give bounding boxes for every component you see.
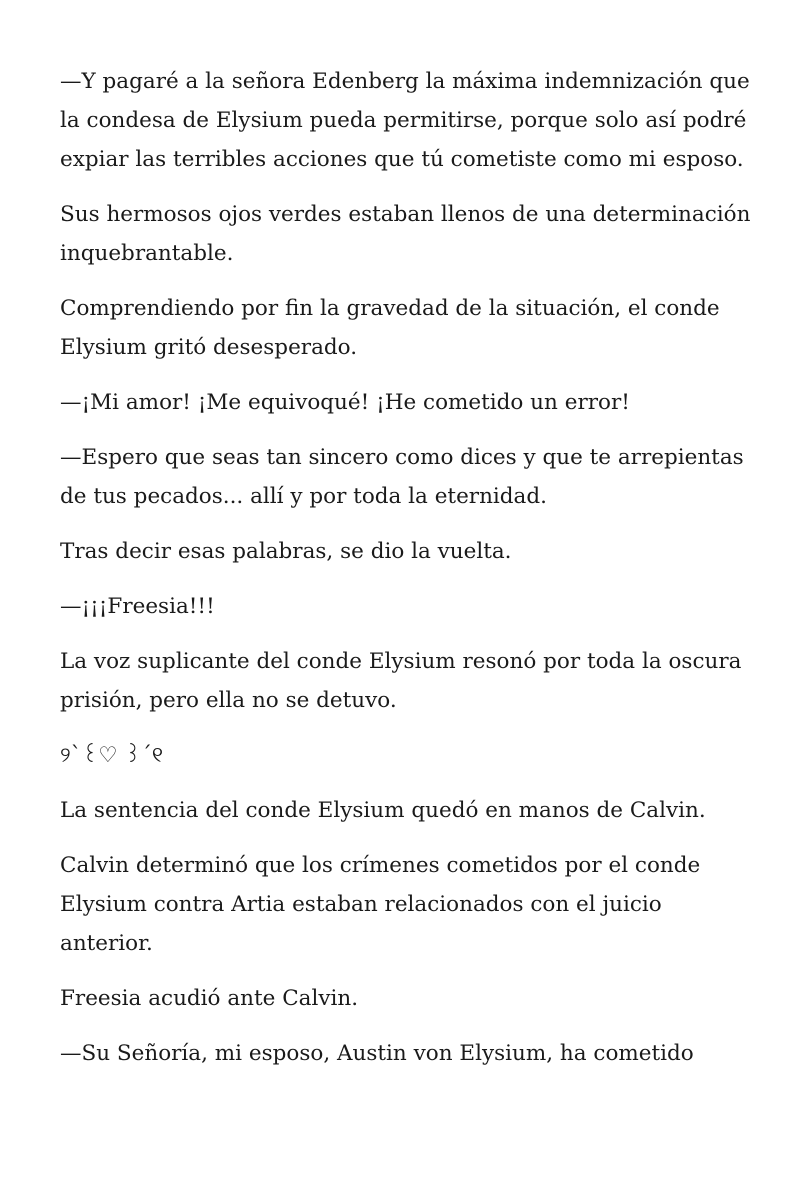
paragraph-8: La voz suplicante del conde Elysium resonó por toda la oscura prisión, pero ella no se detuvo.	[60, 649, 742, 713]
document-page	[60, 62, 760, 1089]
paragraph-7: —¡¡¡Freesia!!!	[60, 594, 215, 619]
paragraph-9: La sentencia del conde Elysium quedó en manos de Calvin.	[60, 798, 706, 823]
paragraph-2: Sus hermosos ojos verdes estaban llenos de una determinación inquebrantable.	[60, 202, 751, 266]
scene-divider: ୨`꒰♡ ꒱´୧	[60, 743, 164, 768]
paragraph-6: Tras decir esas palabras, se dio la vuelta.	[60, 539, 512, 564]
paragraph-4: —¡Mi amor! ¡Me equivoqué! ¡He cometido un error!	[60, 390, 630, 415]
paragraph-12: —Su Señoría, mi esposo, Austin von Elysium, ha cometido	[60, 1041, 694, 1066]
paragraph-5: —Espero que seas tan sincero como dices y que te arrepientas de tus pecados... allí y por toda la eternidad.	[60, 445, 744, 509]
paragraph-1: —Y pagaré a la señora Edenberg la máxima indemnización que la condesa de Elysium pueda permitirse, porque solo así podré expiar las terribles acciones que tú cometiste como mi esposo.	[60, 69, 750, 172]
paragraph-11: Freesia acudió ante Calvin.	[60, 986, 359, 1011]
paragraph-10: Calvin determinó que los crímenes cometidos por el conde Elysium contra Artia estaban relacionados con el juicio anterior.	[60, 853, 701, 956]
paragraph-3: Comprendiendo por fin la gravedad de la situación, el conde Elysium gritó desesperado.	[60, 296, 720, 360]
